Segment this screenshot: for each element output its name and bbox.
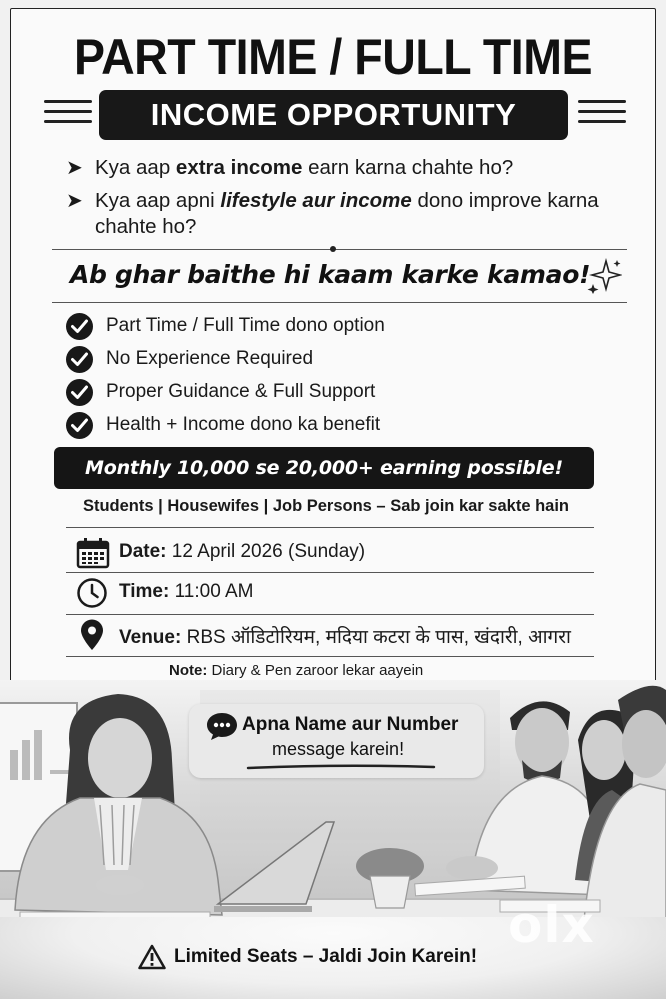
divider (66, 656, 594, 657)
whiteboard-bars (10, 730, 70, 780)
speed-lines-right-icon (578, 100, 626, 132)
audience-line: Students | Housewifes | Job Persons – Sab join kar sakte hain (82, 497, 570, 515)
warning-icon (138, 944, 166, 970)
note-line: Note: Diary & Pen zaroor lekar aayein (169, 662, 424, 679)
divider (52, 249, 627, 250)
divider (66, 614, 594, 615)
benefit-item: Proper Guidance & Full Support (66, 378, 385, 411)
check-circle-icon (66, 346, 93, 373)
question-2: ➤ Kya aap apni lifestyle aur income dono improve karna chahte ho? (66, 189, 599, 238)
subtitle-banner: INCOME OPPORTUNITY (99, 90, 568, 140)
benefit-item: No Experience Required (66, 345, 385, 378)
divider (66, 527, 594, 528)
calendar-icon (76, 537, 110, 569)
flyer-page: PART TIME / FULL TIME INCOME OPPORTUNITY ➤ Kya aap extra income earn karna chahte ho? ➤ Kya aap apni lifestyle aur income dono improve karna chahte ho? Ab ghar baithe hi kaam karke kamao! Part Time / Full Time dono option No Experience Required Proper Guidance & Full Support Health + Income dono ka benefit Monthly 10,000 se 20,000+ earning possible! Students | Housewifes | Job Persons – Sab join kar sakte hain Date: 12 April 2026 (Sunday) Time: 11:00 AM Venue: RBS ऑडिटोरियम, मदिया कटरा के पास, खंदारी, आगरा Note: Diary & Pen zaroor lekar aayein Apna Name aur Number message karein! Limited Seats – Jaldi Join Karein! olx (0, 0, 666, 999)
tagline: Ab ghar baithe hi kaam karke kamao! (70, 260, 591, 289)
clock-icon (76, 577, 110, 609)
divider (52, 302, 627, 303)
question-1: ➤ Kya aap extra income earn karna chahte ho? (66, 156, 514, 179)
message-line-1: Apna Name aur Number (242, 714, 459, 735)
plant (356, 848, 424, 908)
olx-watermark: olx (508, 896, 595, 954)
arrow-bullet-icon: ➤ (66, 190, 83, 212)
chat-bubble-icon (205, 711, 239, 741)
earnings-banner: Monthly 10,000 se 20,000+ earning possible! (54, 447, 594, 489)
laptop (214, 822, 334, 912)
check-circle-icon (66, 313, 93, 340)
benefit-item: Health + Income dono ka benefit (66, 411, 385, 444)
arrow-bullet-icon: ➤ (66, 157, 83, 179)
benefits-list (66, 312, 385, 444)
divider (66, 572, 594, 573)
limited-seats-text: Limited Seats – Jaldi Join Karein! (174, 946, 478, 967)
benefit-item: Part Time / Full Time dono option (66, 312, 385, 345)
message-line-2: message karein! (272, 739, 405, 759)
flyer-title: PART TIME / FULL TIME (73, 29, 593, 85)
speed-lines-left-icon (44, 100, 92, 132)
divider-dot (330, 246, 336, 252)
location-pin-icon (76, 619, 110, 651)
sparkle-icon (586, 258, 622, 294)
check-circle-icon (66, 412, 93, 439)
brush-underline (246, 764, 436, 770)
check-circle-icon (66, 379, 93, 406)
